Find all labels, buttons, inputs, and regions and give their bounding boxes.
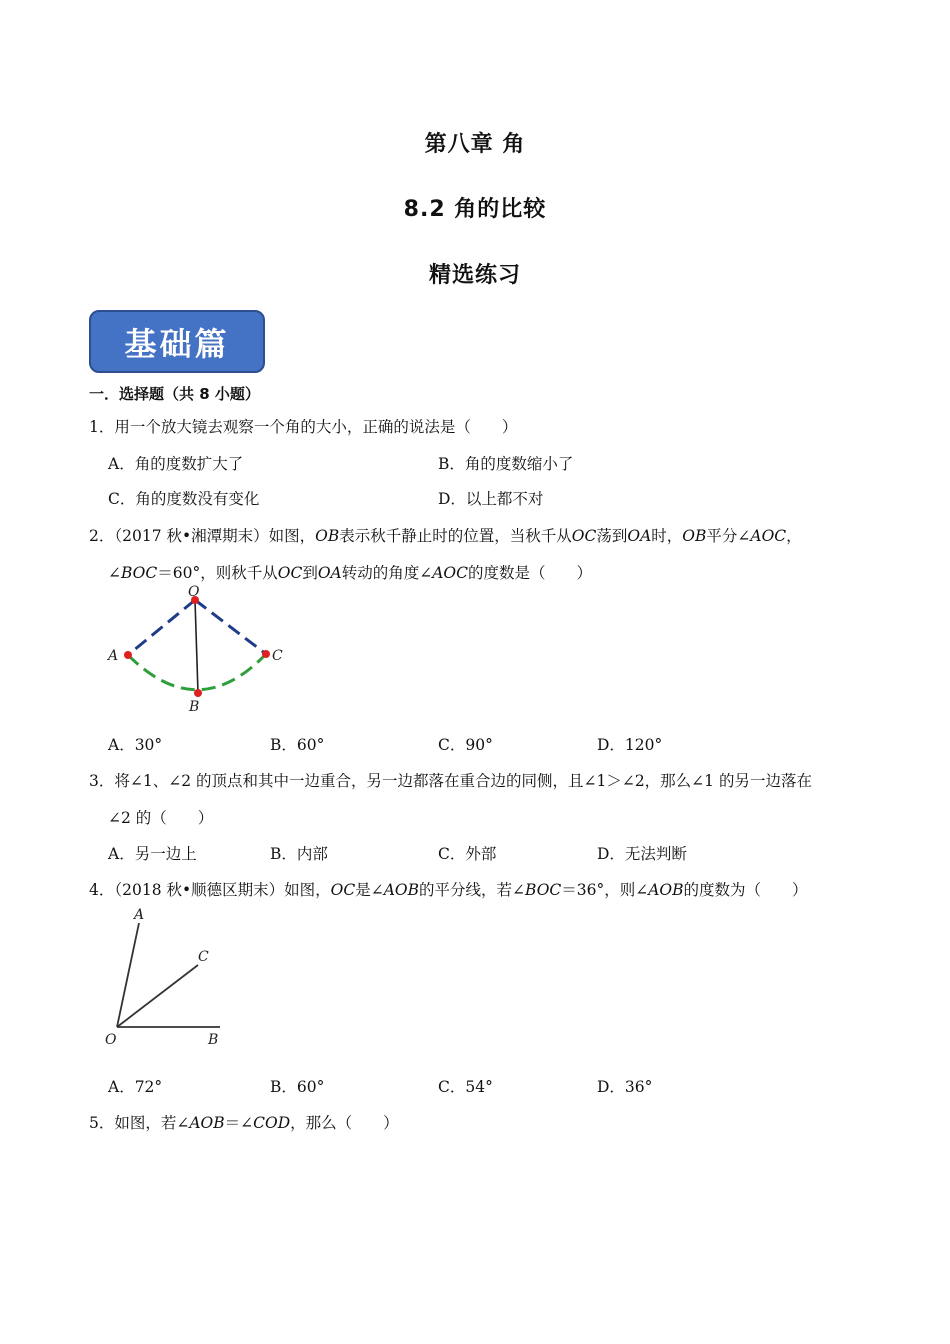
label-o: O	[188, 584, 200, 600]
question-5-stem	[89, 1113, 399, 1133]
q2-var: BOC	[121, 564, 158, 582]
q2-text: ∠	[108, 564, 121, 582]
q3-option-b: B．内部	[270, 845, 328, 863]
label-a: A	[108, 648, 119, 664]
q4-text: 的度数为（ ）	[683, 881, 808, 899]
q1-option-c: C．角的度数没有变化	[108, 490, 260, 508]
q2-text: 荡到	[596, 527, 628, 545]
q4-var: BOC	[525, 881, 562, 899]
subtitle: 精选练习	[428, 263, 521, 288]
label-b: B	[208, 1032, 219, 1048]
q2-text: 转动的角度∠	[341, 564, 433, 582]
q2-text: ，	[786, 527, 802, 545]
question-3-stem-line1: 3．将∠1、∠2 的顶点和其中一边重合，另一边都落在重合边的同侧，且∠1＞∠2，那么∠1 的另一边落在	[89, 772, 812, 790]
q3-option-c: C．外部	[438, 845, 497, 863]
q2-text: 表示秋千静止时的位置，当秋千从	[339, 527, 572, 545]
q4-text: 是∠	[355, 881, 384, 899]
q5-var: COD	[253, 1114, 291, 1132]
question-4-stem	[89, 880, 808, 900]
chapter-title: 第八章 角	[424, 132, 526, 157]
label-b: B	[189, 699, 200, 715]
q2-option-a: A．30°	[108, 736, 163, 754]
q4-var: OC	[330, 881, 356, 899]
question-2-stem-line1	[89, 526, 802, 546]
q2-text: 平分∠	[706, 527, 751, 545]
label-o: O	[105, 1032, 117, 1048]
q1-option-a: A．角的度数扩大了	[108, 455, 244, 473]
q5-text: 5．如图，若∠	[89, 1114, 190, 1132]
q5-text: ，那么（ ）	[290, 1114, 399, 1132]
q2-text: 到	[302, 564, 318, 582]
angle-bisector-figure	[100, 905, 240, 1050]
q2-var: OB	[315, 527, 340, 545]
q2-text: 时，	[651, 527, 683, 545]
q4-text: 4．（2018 秋•顺德区期末）如图，	[89, 881, 331, 899]
ray-oc	[117, 965, 198, 1027]
q4-option-b: B．60°	[270, 1078, 325, 1096]
q3-option-a: A．另一边上	[108, 845, 197, 863]
q2-option-c: C．90°	[438, 736, 493, 754]
question-3-stem-line2: ∠2 的（ ）	[108, 809, 214, 827]
q3-option-d: D．无法判断	[597, 845, 687, 863]
q2-var: OC	[571, 527, 597, 545]
q4-option-c: C．54°	[438, 1078, 493, 1096]
q4-text: 的平分线，若∠	[419, 881, 526, 899]
q2-var: OA	[627, 527, 652, 545]
q2-text: 2．（2017 秋•湘潭期末）如图，	[89, 527, 316, 545]
part-heading: 一．选择题（共 8 小题）	[89, 385, 260, 403]
point-b	[194, 689, 202, 697]
q5-var: AOB	[189, 1114, 225, 1132]
q2-var: OB	[682, 527, 707, 545]
ray-oa	[117, 923, 139, 1027]
segment-oa	[128, 600, 195, 655]
q5-text: ＝∠	[224, 1114, 254, 1132]
q4-option-d: D．36°	[597, 1078, 653, 1096]
q2-option-b: B．60°	[270, 736, 325, 754]
q2-var: OA	[317, 564, 342, 582]
q2-option-d: D．120°	[597, 736, 663, 754]
q1-option-d: D．以上都不对	[438, 490, 544, 508]
point-a	[124, 651, 132, 659]
label-c: C	[198, 949, 209, 965]
question-1-stem: 1．用一个放大镜去观察一个角的大小，正确的说法是（ ）	[89, 418, 518, 436]
q2-var: AOC	[432, 564, 468, 582]
label-a: A	[134, 907, 145, 923]
segment-ob	[195, 600, 198, 693]
q4-option-a: A．72°	[108, 1078, 163, 1096]
q4-var: AOB	[648, 881, 684, 899]
swing-figure	[100, 584, 300, 715]
segment-oc	[195, 600, 266, 654]
q2-var: OC	[277, 564, 303, 582]
q2-text: 的度数是（ ）	[468, 564, 593, 582]
q4-var: AOB	[383, 881, 420, 899]
question-2-stem-line2	[108, 563, 592, 583]
basic-level-badge: 基础篇	[89, 310, 265, 373]
q2-text: ＝60°，则秋千从	[157, 564, 278, 582]
q4-text: ＝36°，则∠	[561, 881, 649, 899]
q1-option-b: B．角的度数缩小了	[438, 455, 574, 473]
label-c: C	[272, 648, 283, 664]
point-c	[262, 650, 270, 658]
q2-var: AOC	[750, 527, 787, 545]
section-title: 8.2 角的比较	[403, 197, 547, 222]
